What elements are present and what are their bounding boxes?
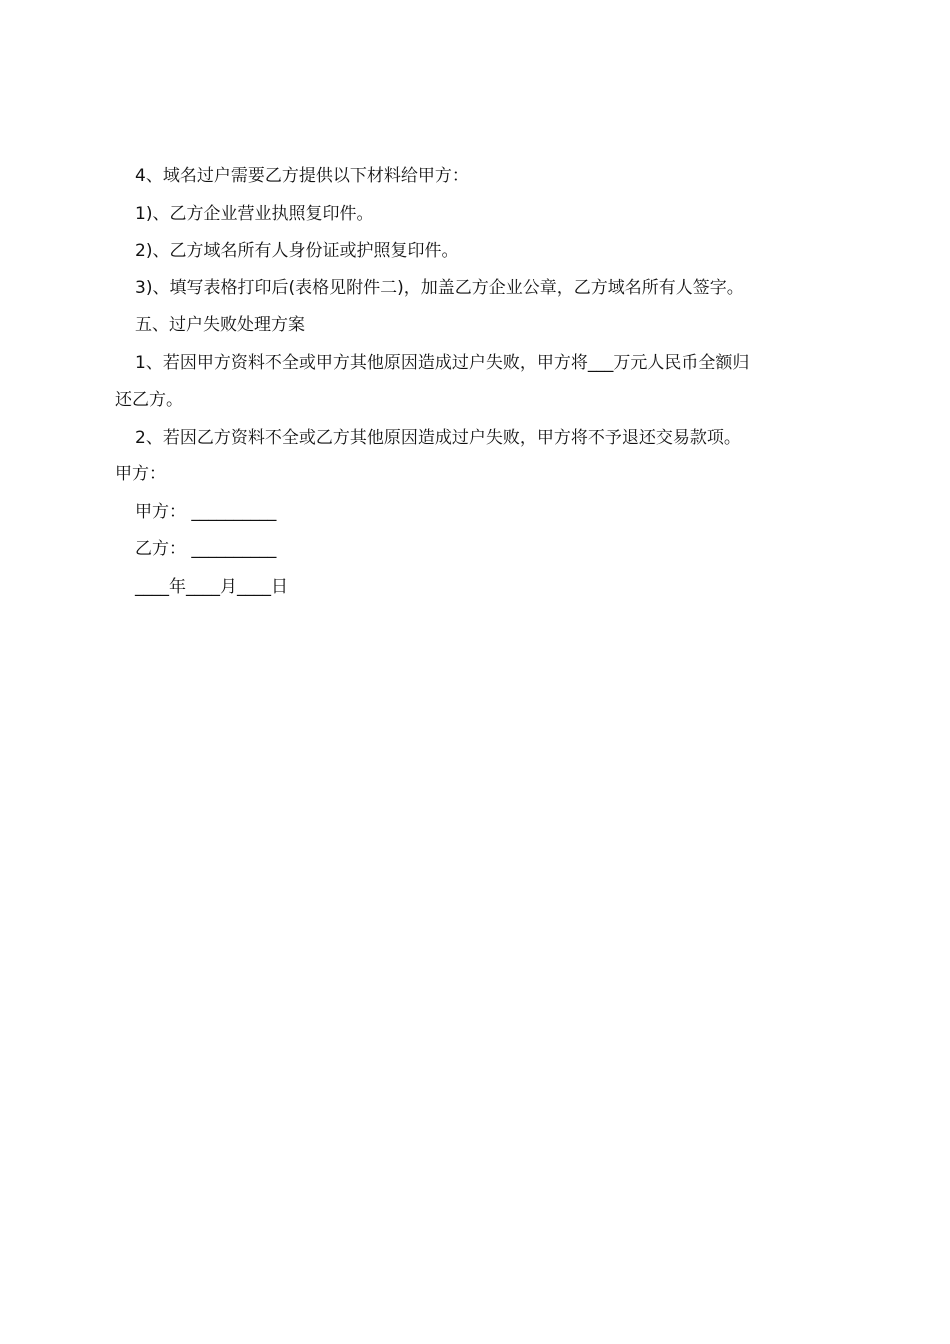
clause-2: 2、若因乙方资料不全或乙方其他原因造成过户失败，甲方将不予退还交易款项。	[135, 428, 741, 448]
material-item-2: 2)、乙方域名所有人身份证或护照复印件。	[135, 241, 459, 261]
material-item-1: 1)、乙方企业营业执照复印件。	[135, 204, 374, 224]
materials-intro: 4、域名过户需要乙方提供以下材料给甲方：	[135, 166, 469, 186]
section-5-heading: 五、过户失败处理方案	[135, 315, 305, 335]
clause-1-line-1: 1、若因甲方资料不全或甲方其他原因造成过户失败，甲方将___万元人民币全额归	[135, 353, 750, 373]
signature-date: ____年____月____日	[135, 577, 288, 597]
material-item-3: 3)、填写表格打印后(表格见附件二)，加盖乙方企业公章，乙方域名所有人签字。	[135, 278, 744, 298]
clause-1-line-2: 还乙方。	[115, 390, 183, 410]
signature-party-b: 乙方： __________	[135, 539, 277, 559]
signature-party-a: 甲方： __________	[135, 502, 277, 522]
party-a-header: 甲方：	[115, 464, 166, 484]
